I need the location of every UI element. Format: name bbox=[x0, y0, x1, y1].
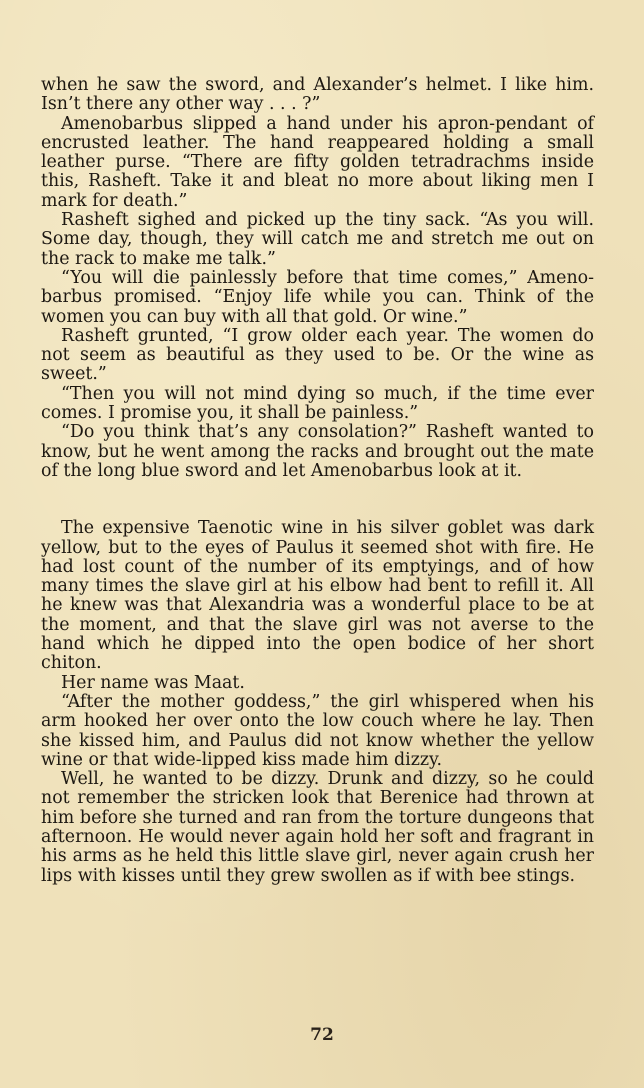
paragraph: Rasheft sighed and picked up the tiny sack. “As you will. Some day, though, they will catch me and stretch me out on the rack to make me talk.” bbox=[41, 210, 594, 269]
section-break bbox=[41, 481, 594, 519]
paragraph: Rasheft grunted, “I grow older each year. The women do not seem as beautiful as they used to be. Or the wine as sweet.” bbox=[41, 325, 594, 385]
paragraph: “Then you will not mind dying so much, if the time ever comes. I promise you, it shall be painless.” bbox=[41, 383, 594, 424]
page-number: 72 bbox=[310, 1025, 334, 1045]
paragraph: Amenobarbus slipped a hand under his apron-pendant of encrusted leather. The hand reappeared holding a small leather purse. “There are fifty golden tetradrachms inside this, Rasheft. Take it and bleat no more about liking men I mark for death.” bbox=[41, 113, 594, 211]
paragraph: Well, he wanted to be dizzy. Drunk and dizzy, so he could not remember the stricken look that Berenice had thrown at him before she turned and ran from the torture dungeons that afternoon. He would never again hold her soft and fragrant in his arms as he held this little slave girl, never again crush her lips with kisses until they grew swollen as if with bee stings. bbox=[41, 769, 594, 886]
paragraph: “Do you think that’s any consolation?” Rasheft wanted to know, but he went among the racks and brought out the mate of the long blue sword and let Amenobarbus look at it. bbox=[41, 422, 594, 481]
paragraph: “You will die painlessly before that time comes,” Ameno-barbus promised. “Enjoy life while you can. Think of the women you can buy with all that gold. Or wine.” bbox=[41, 267, 594, 327]
paragraph: Her name was Maat. bbox=[61, 672, 245, 693]
paragraph: The expensive Taenotic wine in his silver goblet was dark yellow, but to the eyes of Paulus it seemed shot with fire. He had lost count of the number of its emptyings, and of how many times the slave girl at his elbow had bent to refill it. All he knew was that Alexandria was a wonderful place to be at the moment, and that the slave girl was not averse to the hand which he dipped into the open bodice of her short chiton. bbox=[41, 518, 594, 674]
paragraph: when he saw the sword, and Alexander’s helmet. I like him. Isn’t there any other way . . . ?” bbox=[41, 75, 594, 115]
paragraph: “After the mother goddess,” the girl whispered when his arm hooked her over onto the low couch where he lay. Then she kissed him, and Paulus did not know whether the yellow wine or that wide-lipped kiss made him dizzy. bbox=[41, 691, 594, 770]
